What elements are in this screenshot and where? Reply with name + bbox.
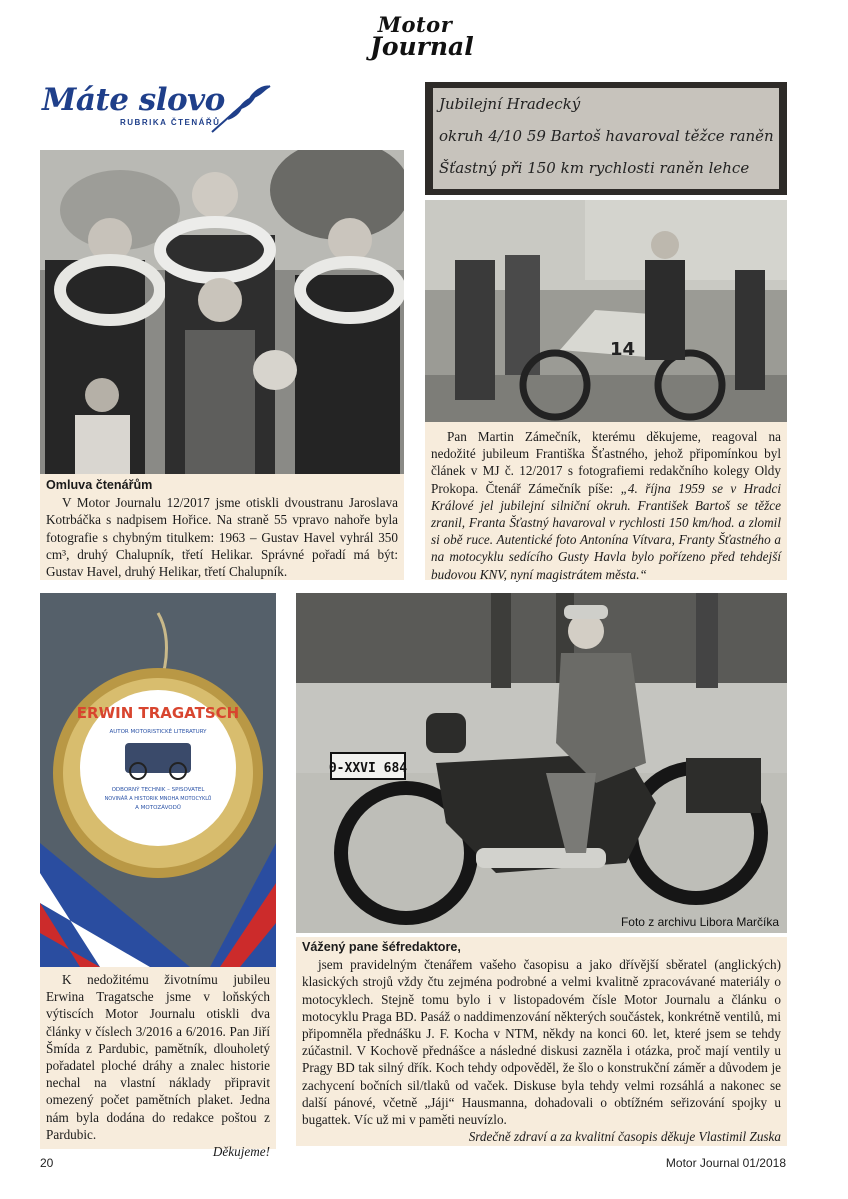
medal-name: ERWIN TRAGATSCH (76, 704, 240, 722)
license-plate: 0-XXVI 684 (328, 761, 408, 776)
note-line2: okruh 4/10 59 Bartoš havaroval těžce raněn (439, 127, 774, 145)
note-line1: Jubilejní Hradecký (439, 95, 581, 113)
zamecnik-quote: „4. října 1959 se v Hradci Králové jel jubilejní silniční okruh. František Bartoš se těžce zranil, Franta Šťastný havaroval v rychlosti 150 km/hod. a zlomil si obě ruce. Autentické foto Antonína Vítvara, Franty Šťastného a na motocyklu sedícího Gusty Havla bylo pořízeno před tehdejší budovou KNV, nyní magistrátem města.“ (431, 480, 781, 582)
photo-praga-bd-rider (296, 593, 787, 933)
photo-handwritten-note (425, 82, 787, 195)
tragatsch-closing: Děkujeme! (212, 1144, 270, 1160)
omluva-body: V Motor Journalu 12/2017 jsme otiskli dvoustranu Jaroslava Kotrbáčka s nadpisem Hořice. Na straně 55 vpravo nahoře byla fotografie s chybným titulkem: 1963 – Gustav Havel vyhrál 350 cm³, druhý Chalupník, třetí Helikar. Správné pořadí má být: Gustav Havel, druhý Helikar, třetí Chalupník. (46, 495, 398, 580)
photo-racer-motorcycle-14 (425, 200, 787, 422)
letter-body: jsem pravidelným čtenářem vašeho časopisu a jako dřívější sběratel (anglických) klasických strojů vždy čtu zejména podrobné a velmi kvalitně zpracovávané materiály o motocyklech. Stejně tomu bylo i v listopadovém čísle Motor Journalu a článku o motocyklu Praga BD. Pasáž o naddimenzování některých součástek, konkrétně ventilů, mi připomněla přednášku J. F. Kocha v NTM, někdy na konci 60. let, které jsem se tehdy zúčastnil. V Kochově přednášce a následné diskusi zazněla i otázka, proč mají ventily u Pragy BD tak silný dřík. Koch tehdy odpověděl, že šlo o konstrukční záměr a důvodem je zachycení bočních sil/tlaků od vaček. Diskuse byla tehdy velmi rozsáhlá a nakonec se další pánové, včetně „Jáji“ Hausmanna, dohadovali o obtížném seřizování spojky u bugattek. Víc už mi v paměti neuvízlo. (302, 957, 781, 1128)
page-number: 20 (40, 1156, 54, 1170)
caption-omluva (40, 474, 404, 580)
issue-label: Motor Journal 01/2018 (665, 1156, 786, 1170)
medal-text-l1: ODBORNÝ TECHNIK – SPISOVATEL (111, 787, 205, 793)
medal-text-l2: NOVINÁŘ A HISTORIK MNOHA MOTOCYKLŮ (104, 796, 212, 802)
racer-number: 14 (610, 339, 636, 360)
logo-line2: Journal (370, 32, 474, 61)
rubrika-header (40, 82, 275, 134)
photo-racers-wreaths (40, 150, 404, 474)
letter-zuska (296, 937, 787, 1146)
medal-text-l3: A MOTOZÁVODŮ (135, 805, 181, 811)
rubrika-title: Máte slovo (42, 82, 225, 118)
omluva-heading: Omluva čtenářům (46, 478, 153, 492)
photo-tragatsch-medal (40, 593, 276, 967)
note-line3: Šťastný při 150 km rychlosti raněn lehce (439, 159, 750, 177)
caption-zamecnik (425, 422, 787, 580)
tragatsch-body: K nedožitému životnímu jubileu Erwina Tragatsche jsme v loňských výtiscích Motor Journalu otiskli dva články v číslech 3/2016 a 6/2016. Pan Jiří Šmída z Pardubic, pamětník, dlouholetý pořadatel ploché dráhy a znalec historie nechal na vlastní náklady připravit omezený počet pamětních plaket. Jedna nám byla dodána do redakce poštou z Pardubic. (46, 972, 270, 1142)
letter-salutation: Vážený pane šéfredaktore, (302, 940, 461, 954)
caption-tragatsch (40, 967, 276, 1160)
quill-icon (208, 82, 276, 134)
rubrika-subtitle: RUBRIKA ČTENÁŘŮ (120, 118, 221, 127)
medal-subtitle: AUTOR MOTORISTICKÉ LITERATURY (109, 729, 207, 735)
motor-journal-logo (360, 12, 474, 72)
letter-signature: Srdečně zdraví a za kvalitní časopis děkuje Vlastimil Zuska (468, 1129, 781, 1145)
photo-credit: Foto z archivu Libora Marčíka (620, 915, 779, 929)
zamecnik-body: Pan Martin Zámečník, kterému děkujeme, reagoval na nedožité jubileum Františka Šťastného, jehož připomínkou byl článek v MJ č. 12/2017 s fotografiemi redakčního kolegy Oldy Prokopa. Čtenář Zámečník píše: (431, 429, 781, 496)
logo-line1: Motor (377, 12, 453, 37)
